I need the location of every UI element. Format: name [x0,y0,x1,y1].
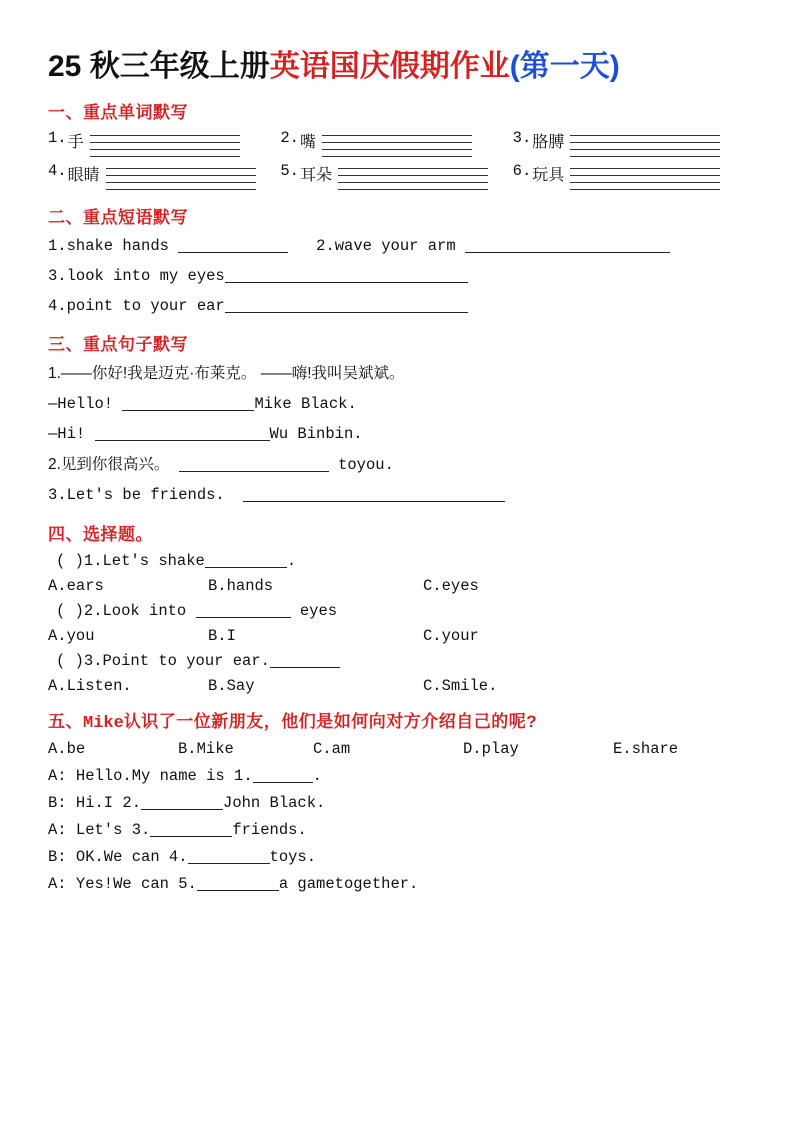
sentence-1-english-b [48,423,745,446]
page-title-part-black: 25 秋三年级上册 [48,50,270,83]
vocab-word: 胳膊 [532,133,565,151]
handwriting-lines[interactable] [570,165,720,191]
handwriting-lines[interactable] [570,132,720,158]
section-5-heading [48,707,745,733]
sentence-3-blank[interactable] [243,501,505,502]
choice-1-option-b[interactable]: B.hands [208,576,274,595]
choice-3-blank[interactable] [270,667,340,668]
word-bank-option-c[interactable]: C.am [313,739,351,758]
choice-3-option-a[interactable]: A.Listen. [48,676,132,695]
choice-1-stem: ( )1.Let's shake [56,551,205,570]
section-5-word-bank [48,740,745,758]
section-1-heading: 一、重点单词默写 [48,102,188,122]
sentence-1-english-a [48,393,745,416]
choice-question-3 [48,652,745,670]
vocab-word: 耳朵 [299,166,332,184]
vocab-item [48,162,280,191]
vocab-word: 眼睛 [67,166,100,184]
vocab-item [48,129,280,158]
sentence-1b-pre: —Hi! [48,424,86,443]
section-2-heading: 二、重点短语默写 [48,207,188,227]
page-title [48,48,745,86]
section-4-heading: 四、选择题。 [48,524,153,544]
phrase-4-blank[interactable] [225,312,468,313]
dialog-line-4 [48,848,745,866]
vocab-item [513,129,745,158]
choice-2-stem-end: eyes [299,601,338,620]
sentence-1a-blank[interactable] [122,410,254,411]
dialog-line-5 [48,875,745,893]
dialog-5-blank[interactable] [197,890,279,891]
choice-2-option-c[interactable]: C.your [423,626,479,645]
vocab-word: 玩具 [532,166,565,184]
page-title-part-blue: (第一天) [509,50,620,83]
handwriting-lines[interactable] [106,165,256,191]
sentence-1b-post: Wu Binbin. [269,424,363,443]
page-title-part-red: 英语国庆假期作业 [269,50,510,83]
word-bank-option-b[interactable]: B.Mike [178,739,234,758]
dialog-4-blank[interactable] [188,863,270,864]
word-bank-option-e[interactable]: E.share [613,739,679,758]
section-3-heading: 三、重点句子默写 [48,335,188,355]
dialog-1-blank[interactable] [253,782,313,783]
choice-1-options [48,577,745,595]
phrase-2-blank[interactable] [465,252,670,253]
sentence-1b-blank[interactable] [95,440,270,441]
dialog-4-post: toys. [269,847,317,866]
sentence-1a-pre: —Hello! [48,394,114,413]
dialog-5-pre: A: Yes!We can 5. [48,874,197,893]
vocab-number: 1. [48,128,67,147]
phrase-1-blank[interactable] [178,252,288,253]
section-5-heading-name: Mike [83,713,124,733]
vocab-word: 嘴 [299,133,316,151]
dialog-1-post: . [312,766,322,785]
sentence-1a-post: Mike Black. [254,394,357,413]
dialog-2-post: John Black. [223,793,326,812]
vocab-item [280,162,512,191]
sentence-3-text: 3.Let's be friends. [48,486,225,505]
vocab-number: 3. [512,128,532,147]
choice-2-option-b[interactable]: B.I [208,626,236,645]
choice-3-options [48,677,745,695]
dialog-2-pre: B: Hi.I 2. [48,793,142,812]
sentence-2-pre: 2.见到你很高兴。 [48,456,170,473]
choice-question-2 [48,602,745,620]
choice-3-option-b[interactable]: B.Say [208,676,255,695]
sentence-2-blank[interactable] [179,471,329,472]
vocab-number: 4. [48,161,67,180]
phrase-4-text: 4.point to your ear [48,297,225,315]
vocab-item [513,162,745,191]
phrase-1-text: 1.shake hands [48,236,169,255]
choice-1-option-c[interactable]: C.eyes [423,576,479,595]
choice-2-blank[interactable] [196,617,291,618]
choice-question-1 [48,552,745,570]
section-5-heading-post: 认识了一位新朋友，他们是如何向对方介绍自己的呢? [123,711,538,731]
dialog-3-pre: A: Let's 3. [48,820,151,839]
word-bank-option-a[interactable]: A.be [48,739,86,758]
choice-3-stem: ( )3.Point to your ear. [56,651,270,670]
dialog-line-3 [48,821,745,839]
sentence-2-post: toyou. [338,456,394,474]
phrase-row-3 [48,295,745,318]
handwriting-lines[interactable] [322,132,472,158]
choice-1-blank[interactable] [205,567,287,568]
phrase-row-2 [48,265,745,288]
dialog-5-post: a gametogether. [278,874,419,893]
dialog-line-1 [48,767,745,785]
vocab-number: 5. [280,161,299,180]
handwriting-lines[interactable] [338,165,488,191]
phrase-row-1 [48,235,745,258]
phrase-3-blank[interactable] [225,282,468,283]
dialog-1-pre: A: Hello.My name is 1. [48,766,253,785]
dialog-3-blank[interactable] [150,836,232,837]
vocabulary-grid [48,129,745,191]
vocab-number: 6. [512,161,532,180]
phrase-3-text: 3.look into my eyes [48,266,225,285]
dialog-4-pre: B: OK.We can 4. [48,847,188,866]
vocab-word: 手 [67,133,84,151]
phrase-2-text: 2.wave your arm [316,236,456,255]
choice-2-options [48,627,745,645]
vocab-item [280,129,512,158]
handwriting-lines[interactable] [90,132,240,158]
choice-2-stem: ( )2.Look into [56,601,187,620]
dialog-line-2 [48,794,745,812]
choice-1-stem-end: . [286,551,297,570]
dialog-3-post: friends. [232,820,307,839]
dialog-2-blank[interactable] [141,809,223,810]
sentence-2 [48,453,745,477]
choice-3-option-c[interactable]: C.Smile. [423,676,498,695]
vocab-number: 2. [280,128,299,147]
section-5-heading-pre: 五、 [48,711,83,731]
word-bank-option-d[interactable]: D.play [463,739,519,758]
sentence-1-chinese: 1.——你好!我是迈克·布莱克。 ——嗨!我叫吴斌斌。 [48,365,405,383]
sentence-3 [48,484,745,507]
choice-1-option-a[interactable]: A.ears [48,576,104,595]
choice-2-option-a[interactable]: A.you [48,626,95,645]
